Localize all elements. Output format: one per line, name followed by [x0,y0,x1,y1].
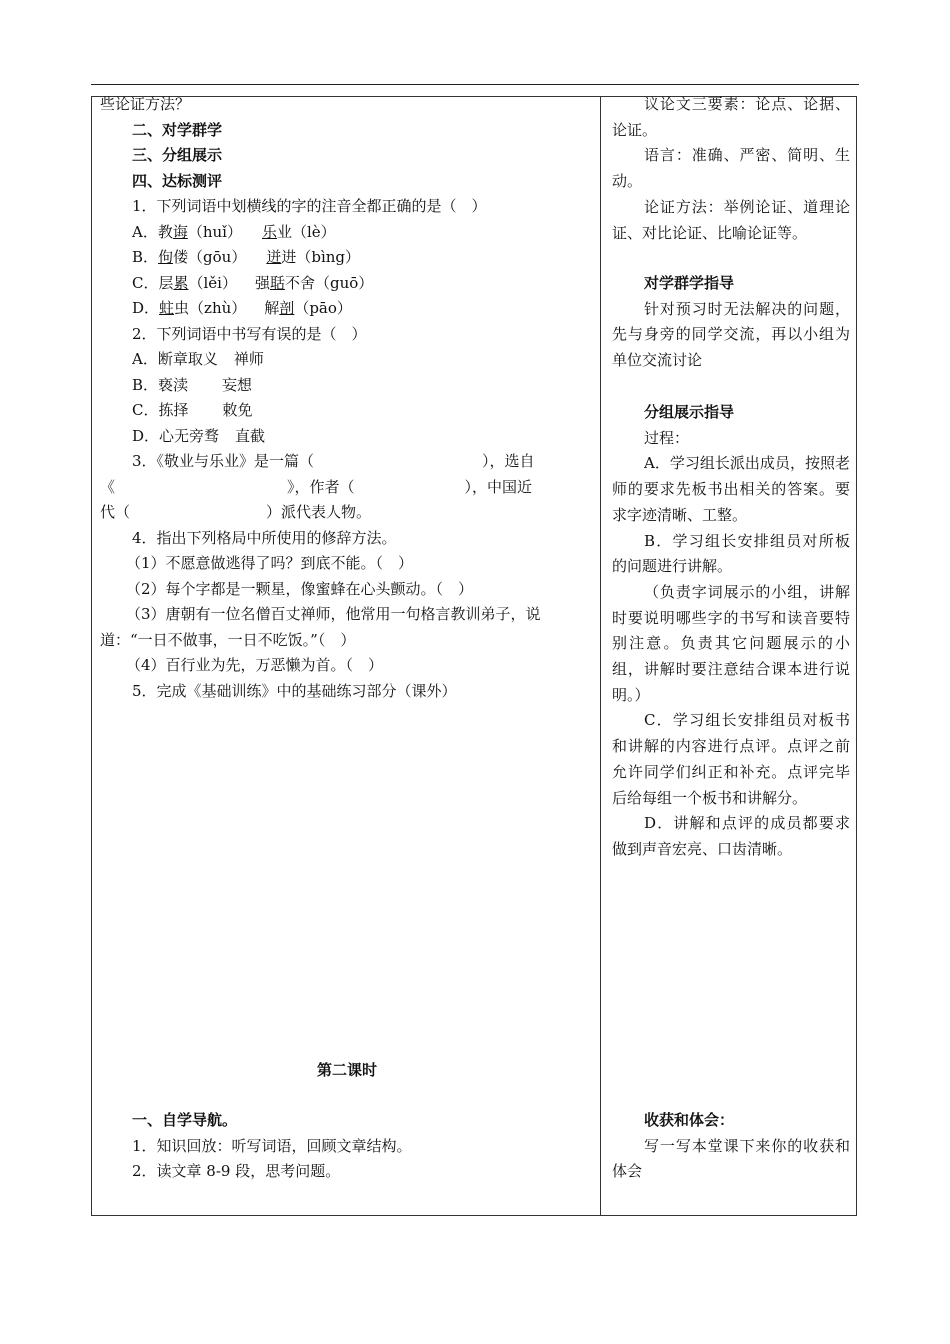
q4-item-4: （4）百行业为先，万恶懒为首。（ ） [126,656,384,674]
text-line: 些论证方法？ [100,95,191,113]
note-paragraph: 过程： [644,428,690,447]
text-line: 1．知识回放：听写词语，回顾文章结构。 [132,1136,412,1155]
lesson-title: 第二课时 [316,1061,377,1079]
q1-option-c: C．层累（lěi） 强聒不舍（guō） [132,273,374,292]
left-column [100,92,594,704]
q1-option-d: D．蛀虫（zhù） 解剖（pāo） [132,299,352,317]
q2-option-b: B．亵渎 妄想 [132,375,253,394]
note-paragraph: 写一写本堂课下来你的收获和体会 [612,1136,850,1181]
note-paragraph: 论证方法：举例论证、道理论证、对比论证、比喻论证等。 [612,197,850,242]
q2-option-a: A．断章取义 禅师 [132,350,264,368]
note-paragraph: 议论文三要素：论点、论据、论证。 [612,95,850,139]
question-4: 4．指出下列格局中所使用的修辞方法。 [132,528,397,547]
right-column [612,92,850,246]
q1-option-a: A．教诲（huǐ） 乐业（lè） [132,222,336,241]
note-paragraph: （负责字词展示的小组，讲解时要说明哪些字的书写和读音要特别注意。负责其它问题展示的小组，讲解时要注意结合课本进行说明。） [612,582,850,704]
question-3-line-2: 《 》，作者（ ），中国近 [100,477,533,496]
q4-item-3-cont: 道：“一日不做事，一日不吃饭。”（ ） [100,630,356,649]
note-paragraph: A．学习组长派出成员，按照老师的要求先板书出相关的答案。要求字迹清晰、工整。 [612,454,850,524]
section-heading: 一、自学导航。 [132,1111,238,1129]
guide-heading: 分组展示指导 [644,403,735,421]
guide-heading: 对学群学指导 [644,274,735,292]
reflection-section [612,1108,850,1185]
guide-heading: 收获和体会： [644,1111,735,1129]
note-paragraph: 语言：准确、严密、简明、生动。 [612,146,850,191]
question-3-line-3: 代（ ）派代表人物。 [100,503,372,521]
question-1: 1．下列词语中划横线的字的注音全都正确的是（ ） [132,197,487,215]
column-divider [600,96,601,1216]
question-2: 2．下列词语中书写有误的是（ ） [132,324,367,343]
group-study-guide [612,271,850,374]
group-show-guide [612,400,850,863]
question-3-line-1: 3．《敬业与乐业》是一篇（ ），选自 [132,452,535,470]
text-line: 2．读文章 8-9 段，思考问题。 [132,1162,341,1180]
self-study-section [100,1108,594,1185]
section-heading: 四、达标测评 [132,171,223,190]
q1-option-b: B．佝偻（gōu） 迸进（bìng） [132,248,361,266]
note-paragraph: 针对预习时无法解决的问题，先与身旁的同学交流，再以小组为单位交流讨论 [612,299,850,370]
q2-option-d: D．心无旁骛 直截 [132,426,266,445]
q4-item-1: （1）不愿意做逃得了吗？到底不能。（ ） [126,554,414,572]
section-heading: 三、分组展示 [132,146,223,164]
q4-item-3: （3）唐朝有一位名僧百丈禅师，他常用一句格言教训弟子，说 [126,605,541,623]
note-paragraph: B．学习组长安排组员对所板的问题进行讲解。 [612,531,850,576]
header-rule [91,84,859,85]
question-5: 5．完成《基础训练》中的基础练习部分（课外） [132,681,457,700]
note-paragraph: C．学习组长安排组员对板书和讲解的内容进行点评。点评之前允许同学们纠正和补充。点评完毕后给每组一个板书和讲解分。 [612,711,850,807]
section-heading: 二、对学群学 [132,120,223,139]
q2-option-c: C．拣择 敕免 [132,401,253,419]
q4-item-2: （2）每个字都是一颗星，像蜜蜂在心头颤动。（ ） [126,579,474,598]
note-paragraph: D．讲解和点评的成员都要求做到声音宏亮、口齿清晰。 [612,814,850,858]
